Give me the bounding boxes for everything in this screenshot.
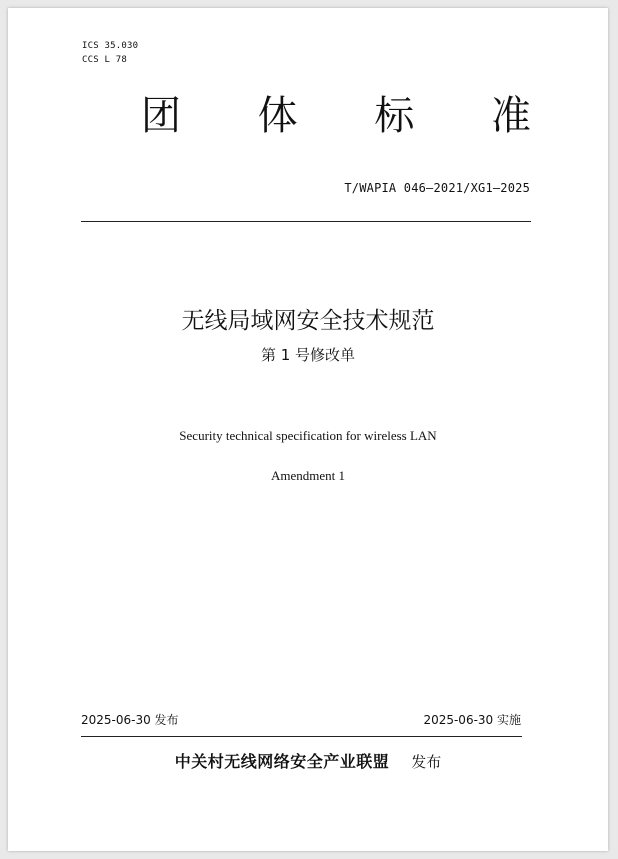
standard-number: T/WAPIA 046—2021/XG1—2025 <box>344 181 530 195</box>
publisher-line <box>8 749 608 772</box>
standard-type-char: 团 <box>141 93 181 139</box>
standard-type-char: 体 <box>257 93 298 139</box>
ccs-code: CCS L 78 <box>82 55 127 65</box>
classification-codes <box>82 39 138 67</box>
standard-type-char: 标 <box>374 93 415 139</box>
publisher-name: 中关村无线网络安全产业联盟 <box>174 752 390 771</box>
publish-date: 2025-06-30 发布 <box>81 713 179 727</box>
top-divider <box>81 221 531 222</box>
standard-type-heading <box>141 92 531 140</box>
amendment-english: Amendment 1 <box>270 468 345 483</box>
bottom-divider <box>81 736 522 737</box>
publisher-suffix: 发布 <box>411 753 442 771</box>
implement-date: 2025-06-30 实施 <box>423 713 521 727</box>
amendment-chinese: 第 1 号修改单 <box>260 346 356 364</box>
standard-type-char: 准 <box>490 93 531 139</box>
document-page <box>8 8 608 851</box>
title-english: Security technical specification for wireless LAN <box>179 428 437 443</box>
ics-code: ICS 35.030 <box>82 41 139 51</box>
title-chinese: 无线局域网安全技术规范 <box>181 308 435 334</box>
